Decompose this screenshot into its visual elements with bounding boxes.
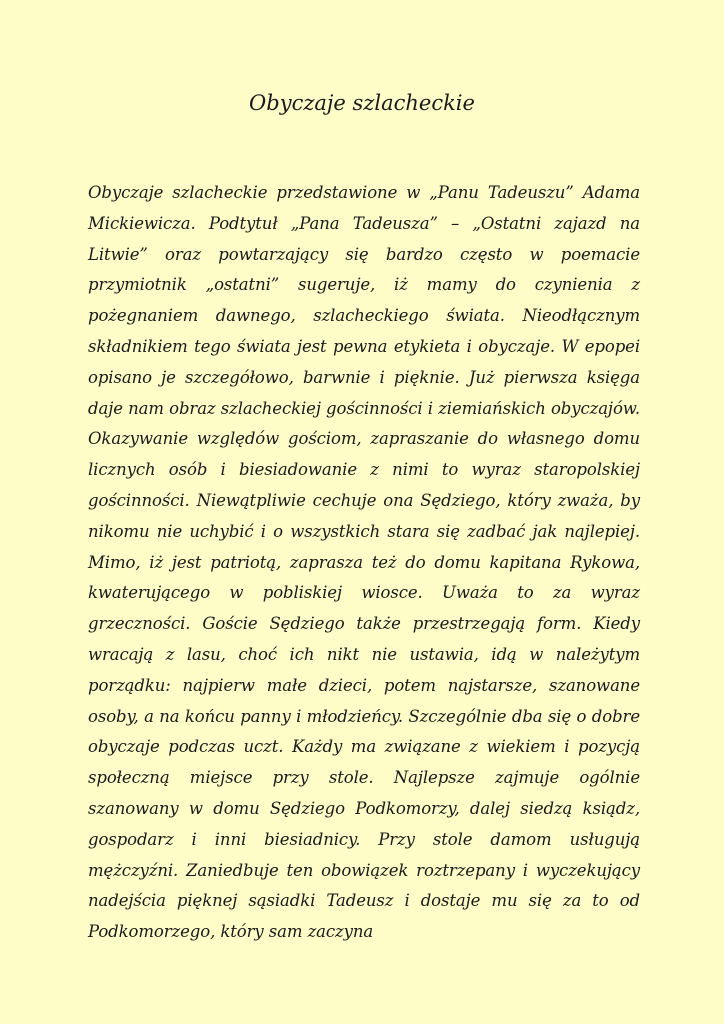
document-title: Obyczaje szlacheckie — [249, 91, 475, 115]
body-paragraph: Obyczaje szlacheckie przedstawione w „Panu Tadeuszu” Adama Mickiewicza. Podtytuł „Pana Tadeusza” – „Ostatni zajazd na Litwie” oraz powtarzający się bardzo często w poemacie przymiotnik „ostatni” sugeruje, iż mamy do czynienia z pożegnaniem dawnego, szlacheckiego świata. Nieodłącznym składnikiem tego świata jest pewna etykieta i obyczaje. W epopei opisano je szczegółowo, barwnie i pięknie. Już pierwsza księga daje nam obraz szlacheckiej gościnności i ziemiańskich obyczajów. Okazywanie względów gościom, zapraszanie do własnego domu licznych osób i biesiadowanie z nimi to wyraz staropolskiej gościnności. Niewątpliwie cechuje ona Sędziego, który zważa, by nikomu nie uchybić i o wszystkich stara się zadbać jak najlepiej. Mimo, iż jest patriotą, zaprasza też do domu kapitana Rykowa, kwaterującego w pobliskiej wiosce. Uważa to za wyraz grzeczności. Goście Sędziego także przestrzegają form. Kiedy wracają z lasu, choć ich nikt nie ustawia, idą w należytym porządku: najpierw małe dzieci, potem najstarsze, szanowane osoby, a na końcu panny i młodzieńcy. Szczególnie dba się o dobre obyczaje podczas uczt. Każdy ma związane z wiekiem i pozycją społeczną miejsce przy stole. Najlepsze zajmuje ogólnie szanowany w domu Sędziego Podkomorzy, dalej siedzą ksiądz, gospodarz i inni biesiadnicy. Przy stole damom usługują mężczyźni. Zaniedbuje ten obowiązek roztrzepany i wyczekujący nadejścia pięknej sąsiadki Tadeusz i dostaje mu się za to od Podkomorzego, który sam zaczyna — [88, 183, 640, 942]
